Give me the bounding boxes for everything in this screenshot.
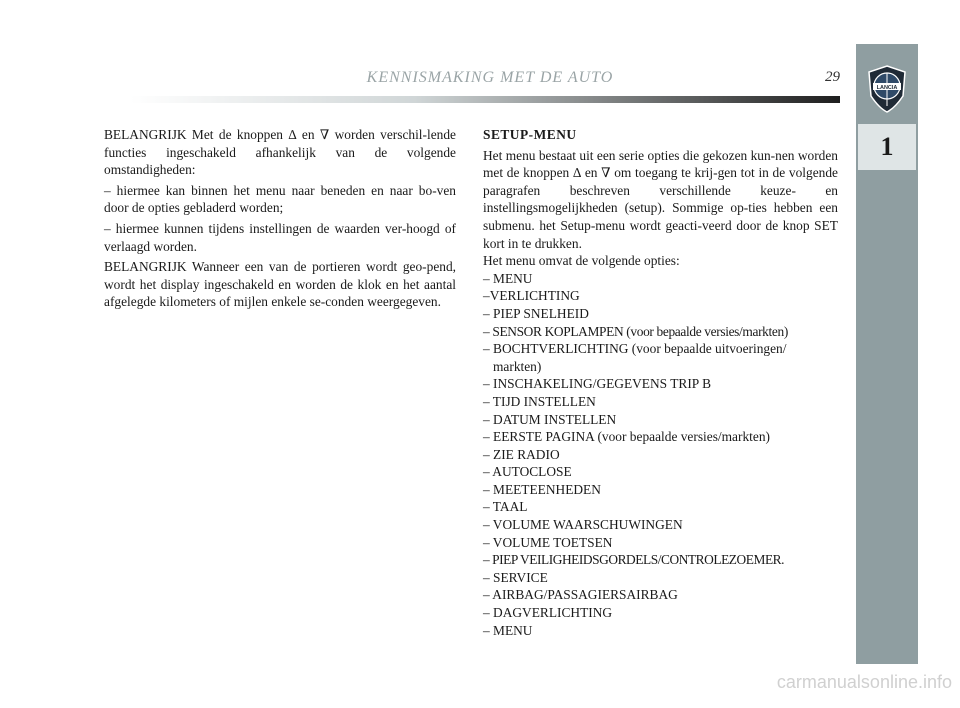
menu-options-list (483, 270, 838, 639)
menu-item: – SENSOR KOPLAMPEN (voor bepaalde versies/markten) (483, 323, 788, 339)
left-paragraph: BELANGRIJK Wanneer een van de portieren wordt geo-pend, wordt het display ingeschakeld en worden de klok en het aantal afgelegde kilometers of mijlen enkele se-conden weergegeven. (104, 259, 456, 310)
svg-text:LANCIA: LANCIA (876, 85, 898, 91)
section-title: SETUP-MENU (483, 127, 577, 142)
menu-item: – BOCHTVERLICHTING (voor bepaalde uitvoeringen/ markten) (483, 341, 787, 374)
menu-item: – EERSTE PAGINA (voor bepaalde versies/markten) (483, 429, 770, 445)
left-column (104, 126, 456, 314)
menu-item: – PIEP SNELHEID (483, 305, 589, 321)
left-paragraph: – hiermee kunnen tijdens instellingen de waarden ver-hoogd of verlaagd worden. (104, 220, 456, 254)
header-rule (130, 96, 840, 103)
watermark: carmanualsonline.info (776, 672, 952, 692)
intro-paragraph: Het menu bestaat uit een serie opties die gekozen kun-nen worden met de knoppen ∆ en ∇ om toegang te krij-gen tot in de volgende paragrafen beschreven verschillende keuze- en instellingsmogelijkheden (setup). Sommige op-ties hebben een submenu. het Setup-menu wordt geacti-veerd door de knop SET kort in te drukken. (483, 147, 838, 251)
chapter-number: 1 (858, 124, 916, 170)
page-number: 29 (825, 69, 840, 85)
menu-item: – MENU (483, 270, 533, 286)
menu-item: – DAGVERLICHTING (483, 605, 613, 621)
options-label: Het menu omvat de volgende opties: (483, 253, 680, 269)
menu-item: – TAAL (483, 499, 528, 515)
menu-item: – PIEP VEILIGHEIDSGORDELS/CONTROLEZOEMER. (483, 552, 785, 568)
right-column (483, 126, 838, 639)
menu-item: –VERLICHTING (483, 288, 580, 304)
menu-item: – ZIE RADIO (483, 446, 560, 462)
left-paragraph: – hiermee kan binnen het menu naar beneden en naar bo-ven door de opties gebladerd worden; (104, 182, 456, 216)
menu-item: – MENU (483, 622, 533, 638)
menu-item: – AIRBAG/PASSAGIERSAIRBAG (483, 587, 678, 603)
menu-item: – TIJD INSTELLEN (483, 393, 596, 409)
menu-item: – SERVICE (483, 569, 548, 585)
header-title: KENNISMAKING MET DE AUTO (366, 69, 614, 86)
menu-item: – VOLUME WAARSCHUWINGEN (483, 517, 683, 533)
menu-item: – AUTOCLOSE (483, 464, 572, 480)
menu-item: – DATUM INSTELLEN (483, 411, 617, 427)
menu-item: – INSCHAKELING/GEGEVENS TRIP B (483, 376, 712, 392)
left-paragraph: BELANGRIJK Met de knoppen ∆ en ∇ worden verschil-lende functies ingeschakeld afhankelijk van de volgende omstandigheden: (104, 127, 456, 178)
menu-item: – MEETEENHEDEN (483, 481, 601, 497)
menu-item: – VOLUME TOETSEN (483, 534, 613, 550)
lancia-logo (865, 64, 909, 114)
